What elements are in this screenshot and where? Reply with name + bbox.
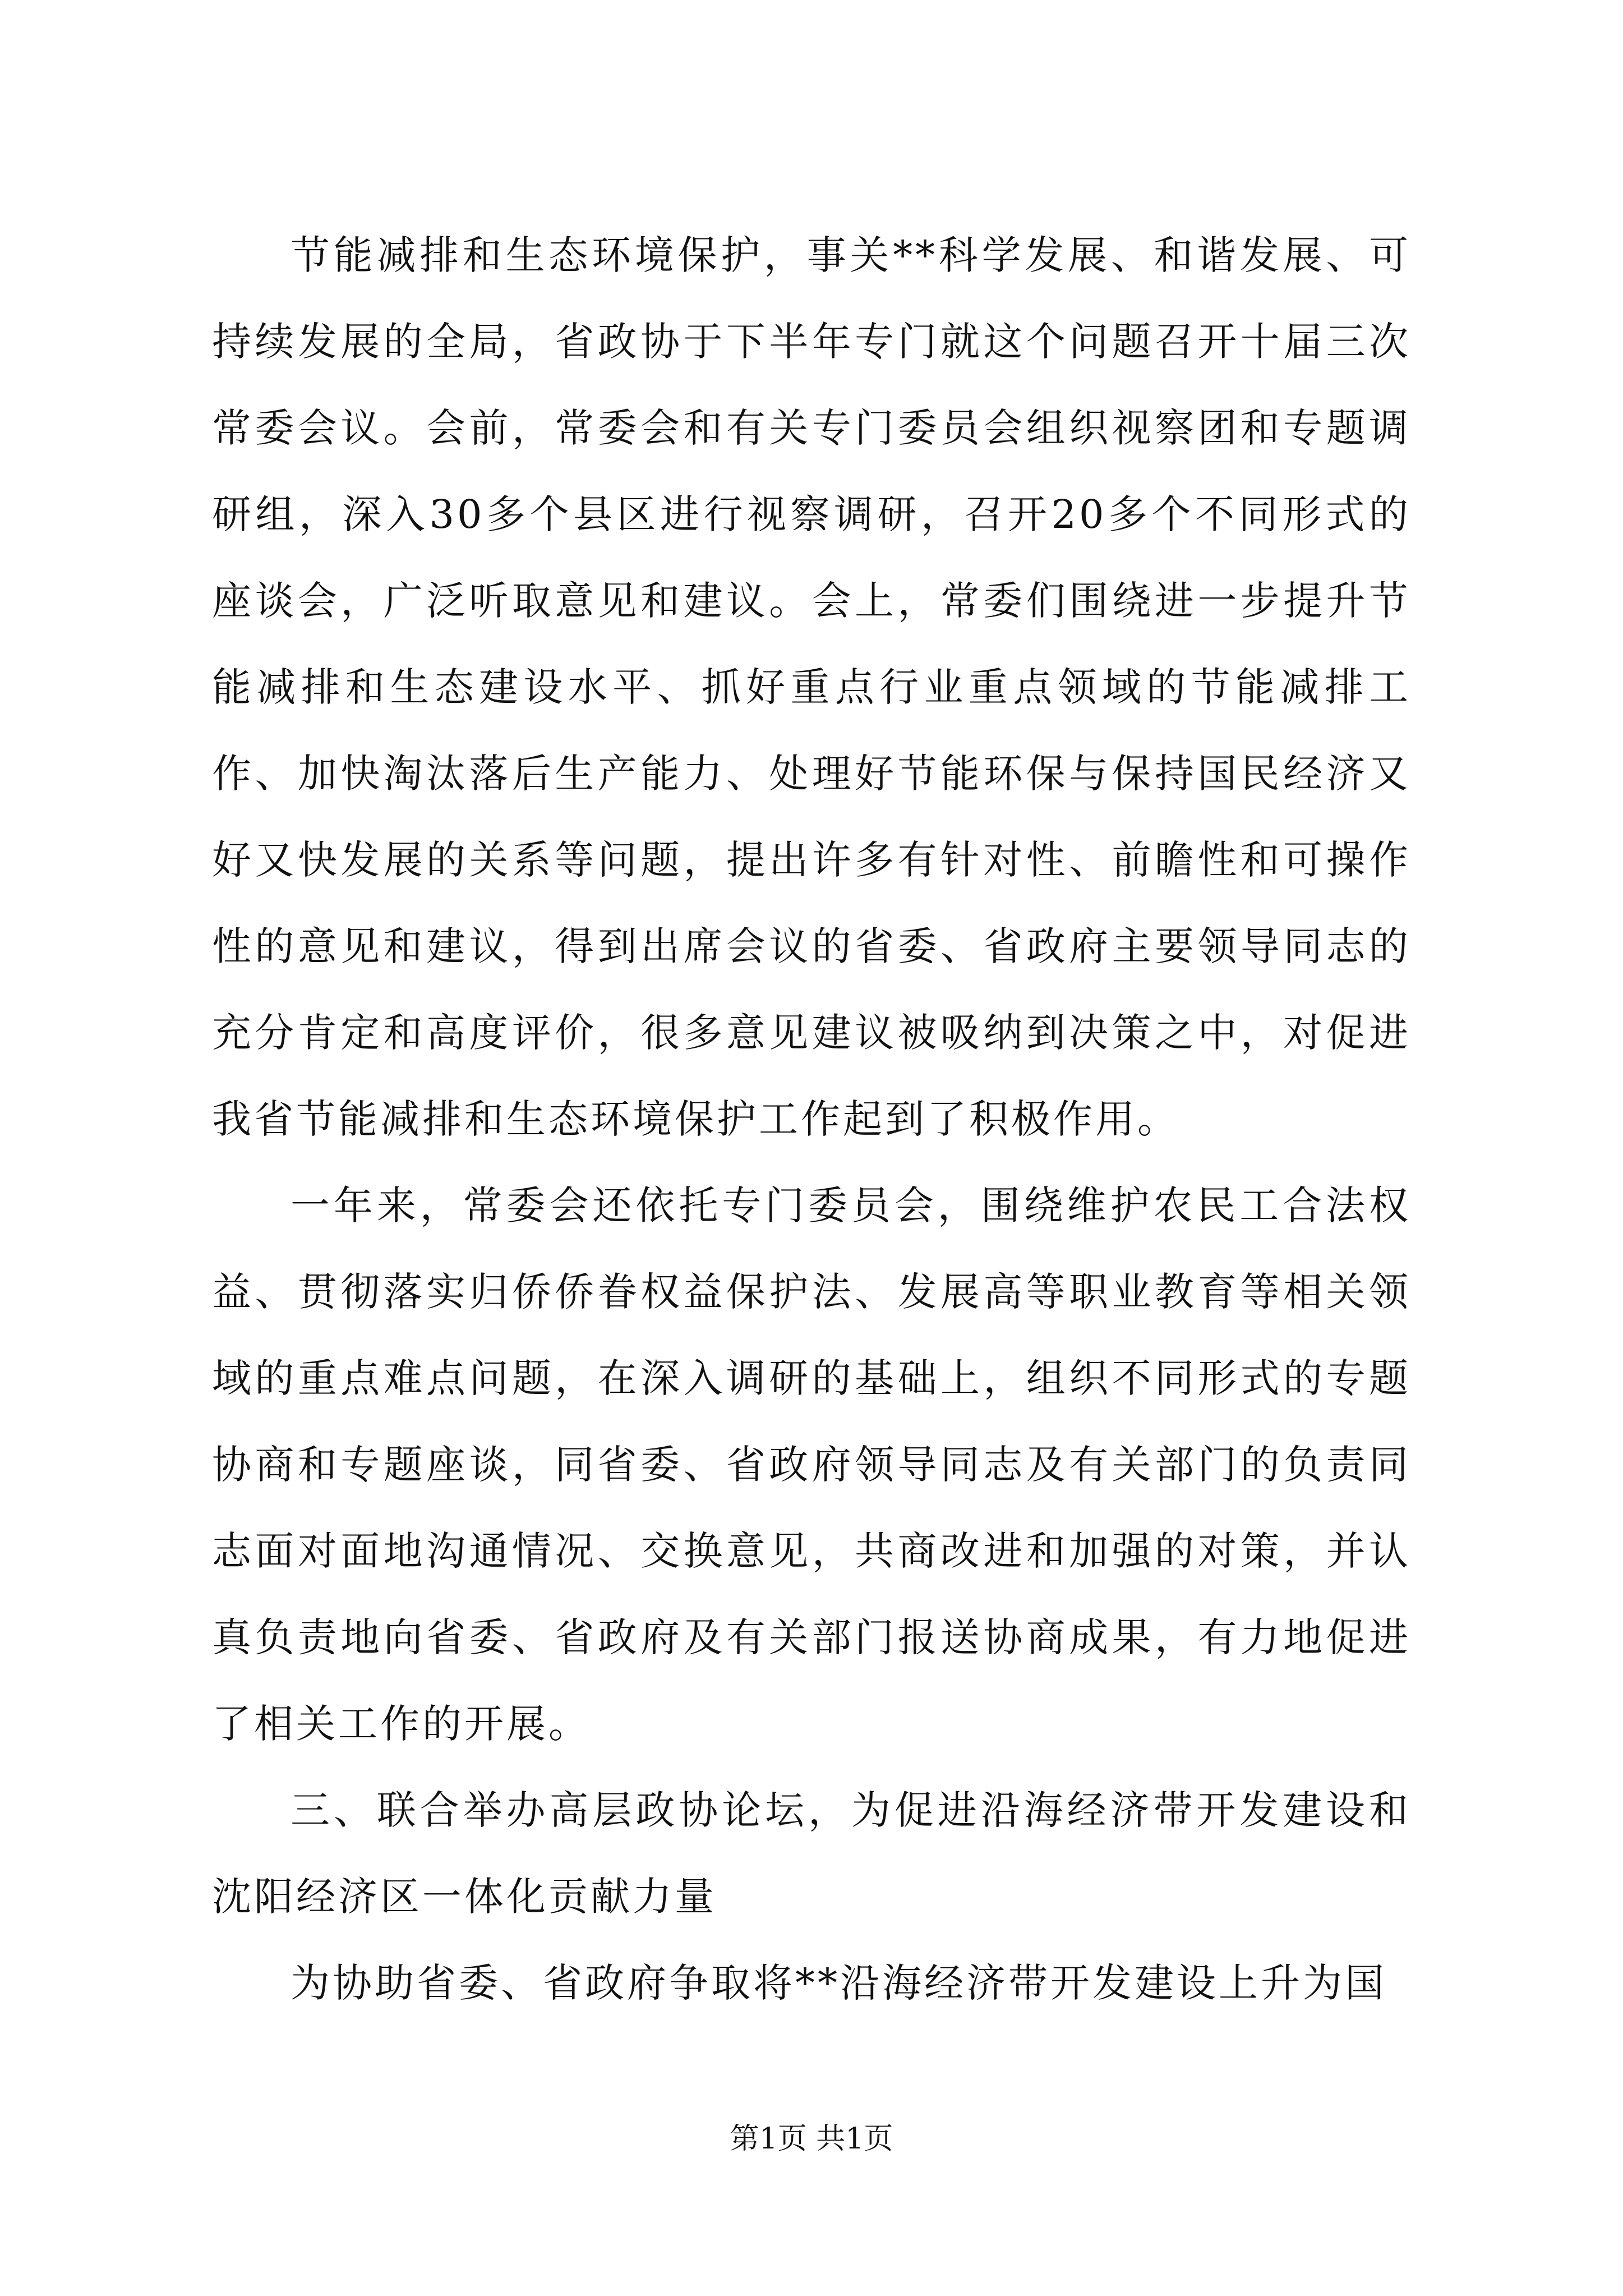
paragraph-energy-saving: 节能减排和生态环境保护，事关**科学发展、和谐发展、可持续发展的全局，省政协于下半年专门就这个问题召开十届三次常委会议。会前，常委会和有关专门委员会组织视察团和专题调研组，深入30多个县区进行视察调研，召开20多个不同形式的座谈会，广泛听取意见和建议。会上，常委们围绕进一步提升节能减排和生态建设水平、抓好重点行业重点领域的节能减排工作、加快淘汰落后生产能力、处理好节能环保与保持国民经济又好又快发展的关系等问题，提出许多有针对性、前瞻性和可操作性的意见和建议，得到出席会议的省委、省政府主要领导同志的充分肯定和高度评价，很多意见建议被吸纳到决策之中，对促进我省节能减排和生态环境保护工作起到了积极作用。 [212,232,1411,1142]
paragraph-coastal-economy: 为协助省委、省政府争取将**沿海经济带开发建设上升为国 [291,1960,1387,2006]
paragraph-committee-work: 一年来，常委会还依托专门委员会，围绕维护农民工合法权益、贯彻落实归侨侨眷权益保护法、发展高等职业教育等相关领域的重点难点问题，在深入调研的基础上，组织不同形式的专题协商和专题座谈，同省委、省政府领导同志及有关部门的负责同志面对面地沟通情况、交换意见，共商改进和加强的对策，并认真负责地向省委、省政府及有关部门报送协商成果，有力地促进了相关工作的开展。 [212,1182,1411,1747]
page-number-footer: 第1页 共1页 [730,2122,893,2156]
document-body [212,212,1411,2026]
section-heading-three: 三、联合举办高层政协论坛，为促进沿海经济带开发建设和沈阳经济区一体化贡献力量 [212,1787,1411,1920]
